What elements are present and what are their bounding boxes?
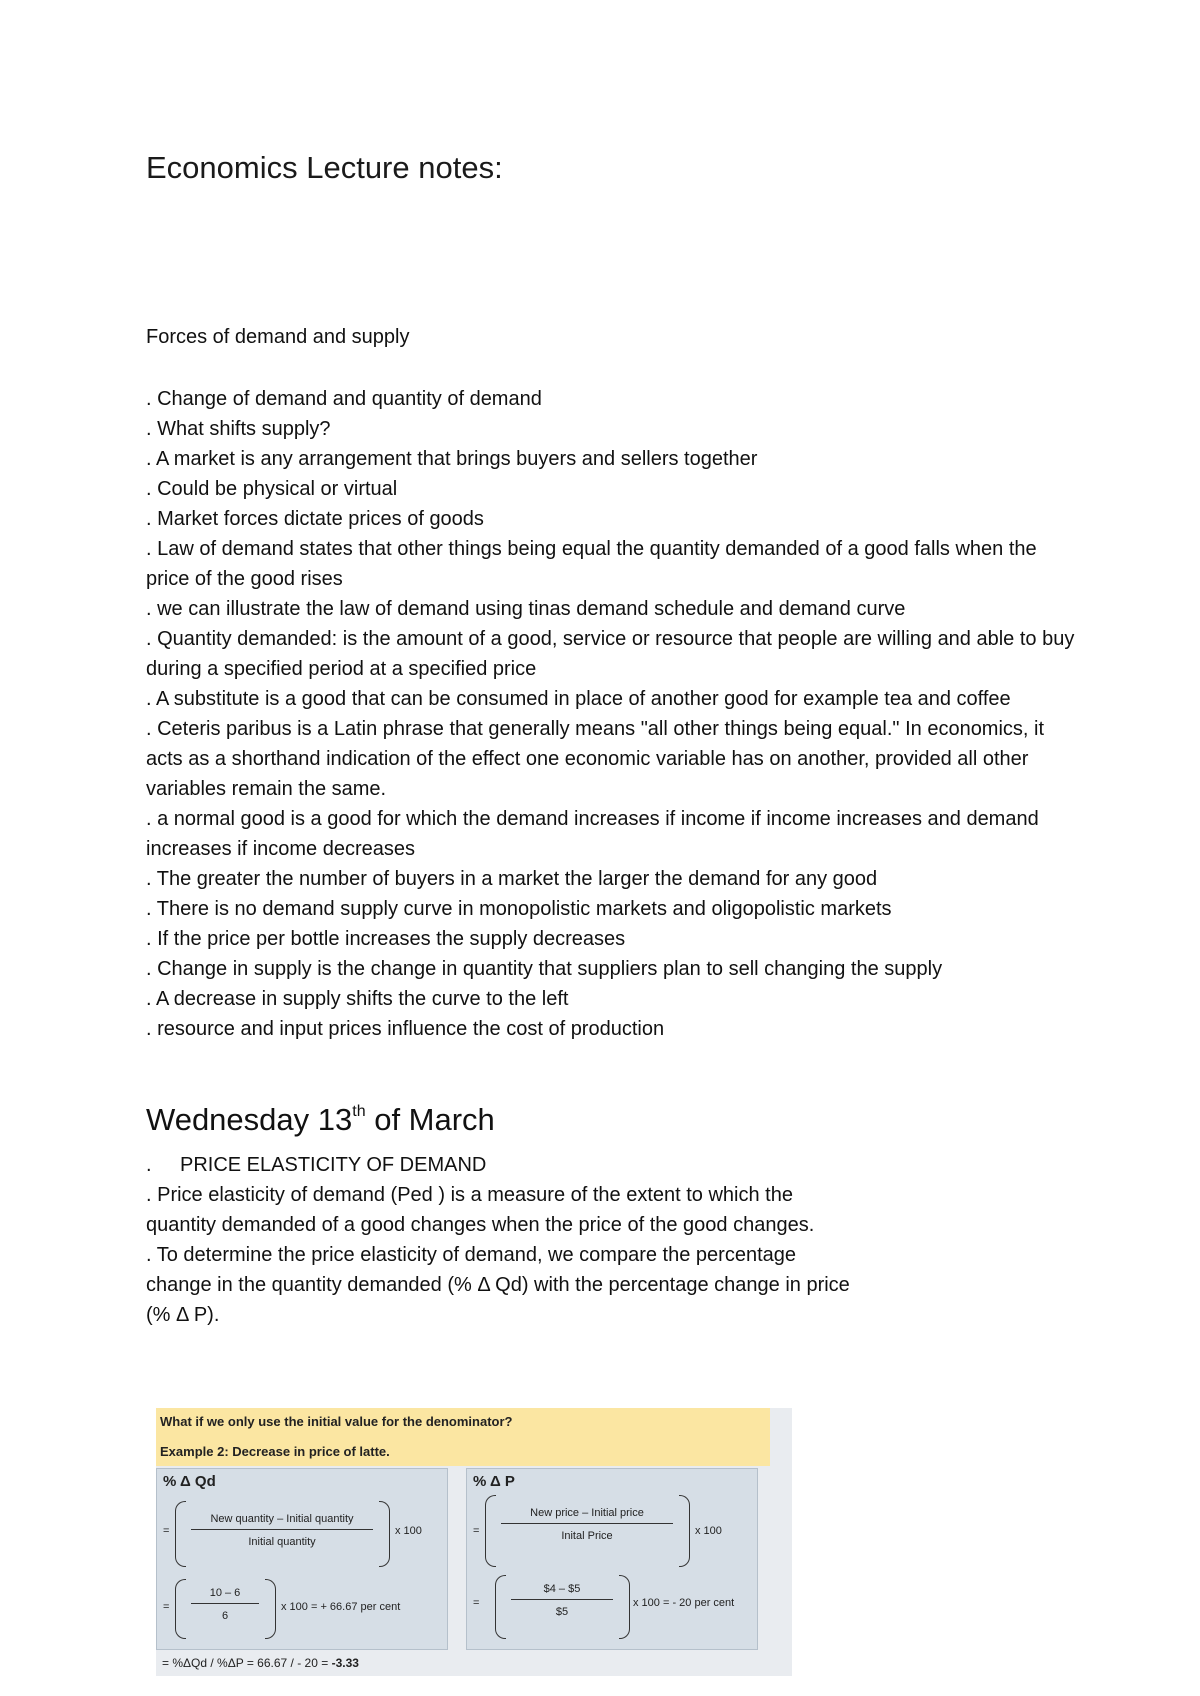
date-heading bbox=[146, 1102, 495, 1138]
right-bracket bbox=[379, 1501, 390, 1567]
p-multiplier: x 100 bbox=[695, 1525, 722, 1537]
p-calc-denominator: $5 bbox=[555, 1606, 569, 1618]
qd-calc-denominator: 6 bbox=[221, 1610, 229, 1622]
list-item: . Ceteris paribus is a Latin phrase that generally means "all other things being equal." In economics, it acts as a shorthand indication of the effect one economic variable has on another, provided all other variables remain the same. bbox=[146, 718, 1045, 800]
qd-panel bbox=[156, 1468, 448, 1650]
right-bracket bbox=[265, 1579, 276, 1639]
p-panel-heading: % Δ P bbox=[473, 1473, 515, 1490]
list-item: . A market is any arrangement that brings buyers and sellers together bbox=[146, 448, 758, 470]
list-item: . There is no demand supply curve in monopolistic markets and oligopolistic markets bbox=[146, 898, 892, 920]
list-item: . we can illustrate the law of demand using tinas demand schedule and demand curve bbox=[146, 598, 906, 620]
qd-formula-denominator: Initial quantity bbox=[248, 1536, 316, 1548]
p-formula-fraction bbox=[497, 1507, 677, 1542]
slide-question: What if we only use the initial value for the denominator? bbox=[160, 1414, 513, 1429]
p-formula-denominator: Inital Price bbox=[561, 1530, 613, 1542]
qd-calc-fraction bbox=[187, 1587, 263, 1622]
list-item: . Quantity demanded: is the amount of a good, service or resource that people are willing and able to buy during a specified period at a specified price bbox=[146, 628, 1075, 680]
ped-list bbox=[146, 1150, 866, 1330]
equals-sign: = bbox=[163, 1601, 170, 1613]
date-heading-superscript: th bbox=[352, 1103, 366, 1120]
left-bracket bbox=[485, 1495, 496, 1567]
ped-result bbox=[162, 1656, 359, 1670]
slide-banner bbox=[156, 1408, 770, 1466]
ped-heading: PRICE ELASTICITY OF DEMAND bbox=[180, 1154, 487, 1176]
right-bracket bbox=[679, 1495, 690, 1567]
p-calc-numerator: $4 – $5 bbox=[543, 1583, 581, 1595]
qd-multiplier: x 100 bbox=[395, 1525, 422, 1537]
left-bracket bbox=[175, 1579, 186, 1639]
qd-panel-heading: % Δ Qd bbox=[163, 1473, 216, 1490]
list-item: . To determine the price elasticity of demand, we compare the percentage change in the quantity demanded (% Δ Qd) with the percentage change in price (% Δ P). bbox=[146, 1244, 850, 1326]
list-item: . Change in supply is the change in quantity that suppliers plan to sell changing the supply bbox=[146, 958, 943, 980]
ped-heading-item bbox=[146, 1150, 866, 1180]
qd-formula-numerator: New quantity – Initial quantity bbox=[210, 1513, 354, 1525]
list-item: . Law of demand states that other things being equal the quantity demanded of a good falls when the price of the good rises bbox=[146, 538, 1037, 590]
left-bracket bbox=[495, 1575, 506, 1639]
notes-list bbox=[146, 384, 1076, 1044]
equals-sign: = bbox=[473, 1597, 480, 1609]
date-heading-suffix: of March bbox=[365, 1102, 495, 1137]
date-heading-prefix: Wednesday 13 bbox=[146, 1102, 353, 1137]
list-item: . resource and input prices influence the cost of production bbox=[146, 1018, 665, 1040]
list-item: . Could be physical or virtual bbox=[146, 478, 398, 500]
ped-result-value: -3.33 bbox=[331, 1656, 359, 1670]
list-item: . Price elasticity of demand (Ped ) is a measure of the extent to which the quantity demanded of a good changes when the price of the good changes. bbox=[146, 1184, 815, 1236]
p-panel bbox=[466, 1468, 758, 1650]
list-item: . A decrease in supply shifts the curve to the left bbox=[146, 988, 569, 1010]
bullet-dot: . bbox=[146, 1154, 152, 1176]
list-item: . The greater the number of buyers in a market the larger the demand for any good bbox=[146, 868, 878, 890]
p-calc-fraction bbox=[507, 1583, 617, 1618]
list-item: . A substitute is a good that can be consumed in place of another good for example tea and coffee bbox=[146, 688, 1011, 710]
slide-example: Example 2: Decrease in price of latte. bbox=[160, 1444, 390, 1459]
qd-calc-numerator: 10 – 6 bbox=[209, 1587, 241, 1599]
list-item: . If the price per bottle increases the supply decreases bbox=[146, 928, 626, 950]
p-result: x 100 = - 20 per cent bbox=[633, 1597, 735, 1609]
right-bracket bbox=[619, 1575, 630, 1639]
qd-formula-fraction bbox=[187, 1513, 377, 1548]
page-title: Economics Lecture notes: bbox=[146, 150, 503, 185]
left-bracket bbox=[175, 1501, 186, 1567]
list-item: . a normal good is a good for which the demand increases if income if income increases and demand increases if income decreases bbox=[146, 808, 1039, 860]
elasticity-slide-image bbox=[156, 1408, 792, 1676]
equals-sign: = bbox=[163, 1525, 170, 1537]
ped-result-prefix: = %ΔQd / %ΔP = 66.67 / - 20 = bbox=[162, 1656, 332, 1670]
section-heading: Forces of demand and supply bbox=[146, 326, 410, 348]
qd-result: x 100 = + 66.67 per cent bbox=[281, 1601, 401, 1613]
list-item: . What shifts supply? bbox=[146, 418, 331, 440]
equals-sign: = bbox=[473, 1525, 480, 1537]
p-formula-numerator: New price – Initial price bbox=[530, 1507, 644, 1519]
list-item: . Market forces dictate prices of goods bbox=[146, 508, 484, 530]
list-item: . Change of demand and quantity of demand bbox=[146, 388, 542, 410]
